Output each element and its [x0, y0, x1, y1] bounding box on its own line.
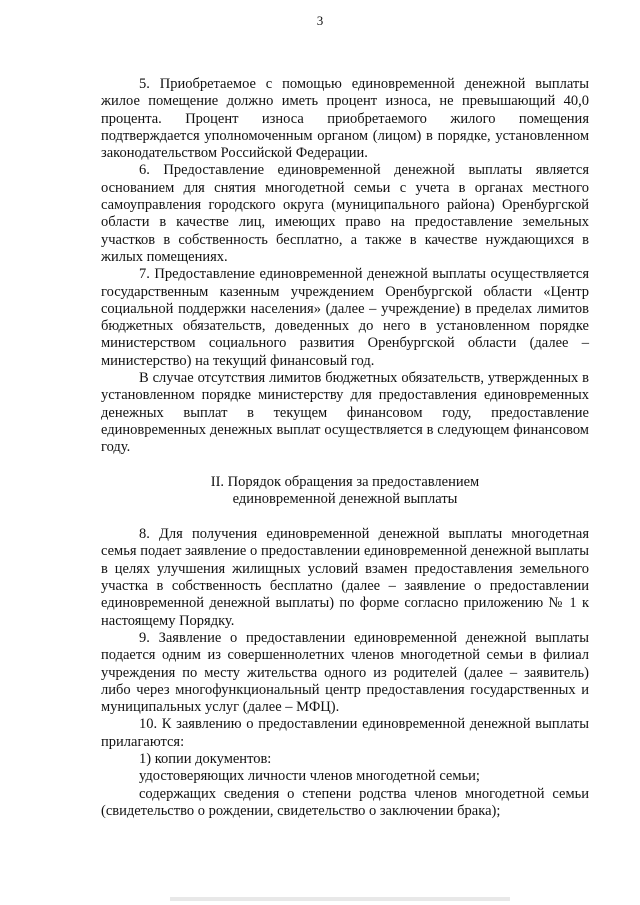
paragraph-8: 8. Для получения единовременной денежной выплаты многодетная семья подает заявление о предоставлении единовременной денежной выплаты в целях улучшения жилищных условий взамен предоставления земельного участка в собственность бесплатно (далее – заявление о предоставлении единовременной денежной выплаты) по форме согласно приложению № 1 к настоящему Порядку. — [101, 526, 589, 629]
paragraph-7-continuation: В случае отсутствия лимитов бюджетных обязательств, утвержденных в установленном порядке министерству для предоставления единовременных денежных выплат в текущем финансовом году, предоставление единовременных денежных выплат осуществляется в следующем финансовом году. — [101, 370, 589, 456]
document-body — [101, 76, 589, 820]
paragraph-10: 10. К заявлению о предоставлении единовременной денежной выплаты прилагаются: — [101, 716, 589, 750]
list-item-identity: удостоверяющих личности членов многодетной семьи; — [139, 768, 480, 785]
list-item-kinship: содержащих сведения о степени родства членов многодетной семьи (свидетельство о рождении, свидетельство о заключении брака); — [101, 785, 589, 819]
paragraph-5: 5. Приобретаемое с помощью единовременной денежной выплаты жилое помещение должно иметь процент износа, не превышающий 40,0 процента. Процент износа приобретаемого жилого помещения подтверждается уполномоченным органом (лицом) в порядке, установленном законодательством Российской Федерации. — [101, 76, 589, 162]
section-heading-line-1: II. Порядок обращения за предоставлением — [210, 473, 480, 490]
page-number: 3 — [316, 13, 324, 28]
paragraph-9: 9. Заявление о предоставлении единовременной денежной выплаты подается одним из совершеннолетних членов многодетной семьи в филиал учреждения по месту жительства одного из родителей (далее – заявитель) либо через многофункциональный центр предоставления государственных и муниципальных услуг (далее – МФЦ). — [101, 629, 589, 716]
list-item-copies: 1) копии документов: — [139, 750, 272, 767]
paragraph-7: 7. Предоставление единовременной денежной выплаты осуществляется государственным казенным учреждением Оренбургской области «Центр социальной поддержки населения» (далее – учреждение) в пределах лимитов бюджетных обязательств, доведенных до него в установленном порядке министерством социального развития Оренбургской области (далее – министерство) на текущий финансовый год. — [101, 266, 589, 369]
scan-bottom-line — [170, 897, 510, 901]
section-heading — [101, 474, 589, 509]
section-heading-line-2: единовременной денежной выплаты — [232, 490, 458, 507]
paragraph-6: 6. Предоставление единовременной денежной выплаты является основанием для снятия многодетной семьи с учета в органах местного самоуправления городского округа (муниципального района) Оренбургской области в качестве лиц, имеющих право на предоставление земельных участков в собственность бесплатно, а также в качестве нуждающихся в жилых помещениях. — [101, 162, 589, 265]
